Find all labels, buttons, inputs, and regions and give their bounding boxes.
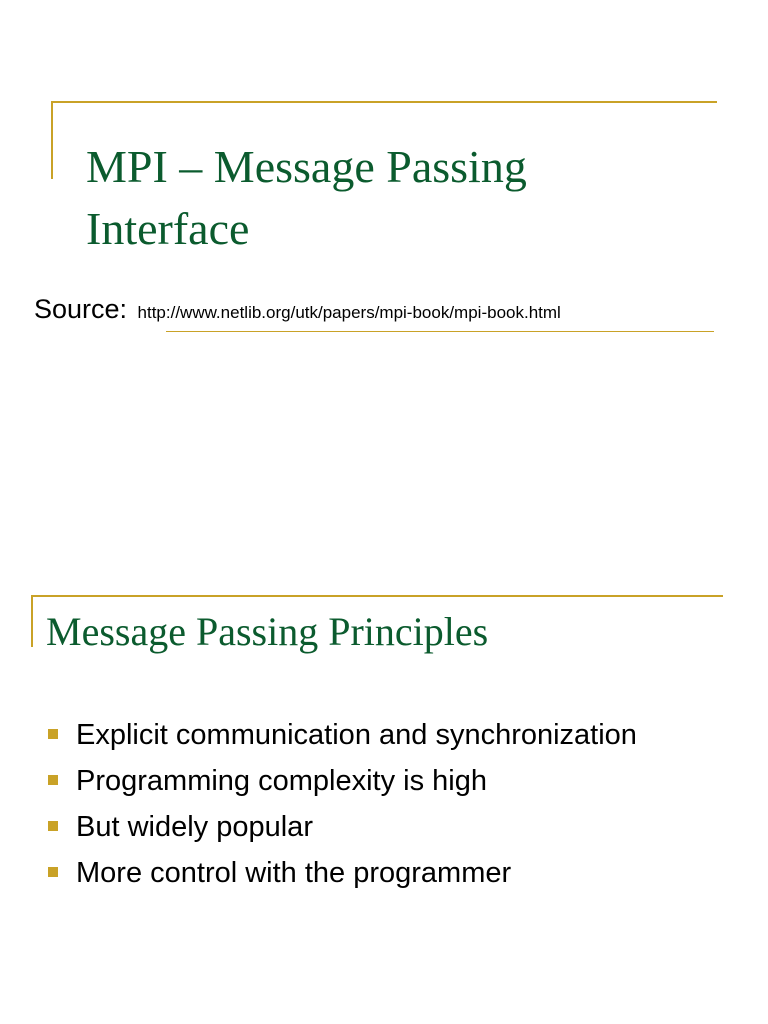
bullet-text: Programming complexity is high (76, 765, 487, 797)
slide-2 (0, 512, 768, 1024)
left-rule (31, 595, 33, 647)
bullet-item (48, 712, 637, 758)
bullet-text: Explicit communication and synchronization (76, 719, 637, 751)
top-rule (31, 595, 723, 597)
square-bullet-icon (48, 821, 58, 831)
source-label: Source: (34, 294, 128, 324)
source-url: http://www.netlib.org/utk/papers/mpi-book/mpi-book.html (137, 303, 561, 322)
square-bullet-icon (48, 775, 58, 785)
title-line-2: Interface (86, 203, 250, 254)
source-citation (34, 294, 561, 325)
slide-title: Message Passing Principles (46, 609, 489, 654)
square-bullet-icon (48, 867, 58, 877)
square-bullet-icon (48, 729, 58, 739)
left-rule (51, 101, 53, 179)
bullet-text: But widely popular (76, 811, 313, 843)
bullet-item (48, 850, 637, 896)
slide-title (86, 136, 706, 260)
bullet-list (48, 712, 637, 896)
bullet-item (48, 804, 637, 850)
title-line-1: MPI – Message Passing (86, 141, 527, 192)
source-underline (166, 331, 714, 332)
bullet-text: More control with the programmer (76, 857, 512, 889)
top-rule (51, 101, 717, 103)
bullet-item (48, 758, 637, 804)
